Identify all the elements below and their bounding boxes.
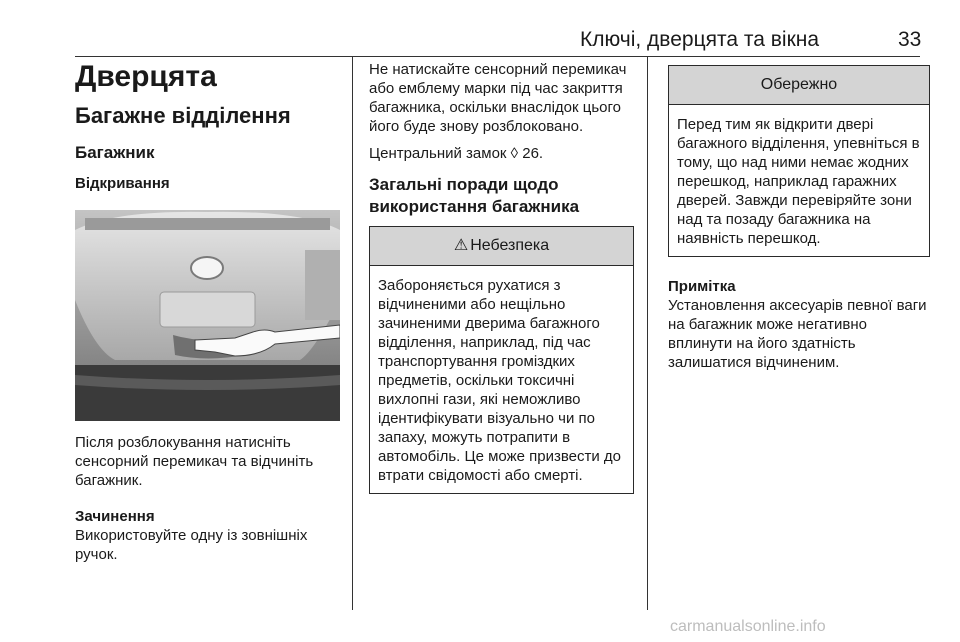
section-subtitle: Багажне відділення	[75, 103, 291, 128]
column-1	[75, 60, 340, 564]
danger-title: Небезпека	[470, 237, 550, 254]
subsection-heading: Відкривання	[75, 175, 170, 192]
tailgate-illustration	[75, 210, 340, 421]
column-2	[369, 60, 634, 494]
section-title: Дверцята	[75, 60, 217, 93]
warning-triangle-icon: ⚠	[453, 237, 469, 254]
danger-text: Забороняється рухатися з відчиненими або нещільно зачиненими дверима багажного відділення, наприклад, під час транспортування громіздких предметів, оскільки токсичні вихлопні гази, які неможливо ідентифікувати візуально чи по запаху, можуть потрапити в автомобіль. Це може призвести до втрати свідомості або смерті.	[378, 277, 622, 484]
page-number: 33	[898, 28, 922, 51]
column-3	[668, 60, 930, 372]
danger-box-header	[370, 227, 633, 266]
watermark: carmanualsonline.info	[670, 618, 826, 635]
tailgate-photo	[75, 210, 340, 421]
column-divider	[352, 57, 353, 610]
open-instruction: Після розблокування натисніть сенсорний перемикач та відчиніть багажник.	[75, 434, 314, 489]
central-lock-crossref: Центральний замок ◊ 26.	[369, 145, 544, 162]
section-heading: Багажник	[75, 143, 155, 162]
page-header-title: Ключі, дверцята та вікна	[580, 28, 820, 51]
caution-text: Перед тим як відкрити двері багажного відділення, упевніться в тому, що над ними немає жодних перешкод, наприклад гаражних дверей. Завжди перевіряйте зони над та позаду багажника на наявність перешкод.	[677, 116, 920, 247]
caution-box-header: Обережно	[669, 66, 929, 105]
danger-box	[369, 226, 634, 494]
caution-box	[668, 65, 930, 257]
column-divider	[647, 57, 648, 610]
general-tips-heading: Загальні поради щодо використання багажника	[369, 175, 580, 216]
note-heading: Примітка	[668, 278, 736, 295]
note-text: Установлення аксесуарів певної ваги на багажник може негативно вплинути на його здатність залишатися відчиненим.	[668, 297, 927, 371]
closing-instruction: Використовуйте одну із зовнішніх ручок.	[75, 527, 308, 563]
closing-heading: Зачинення	[75, 508, 155, 525]
press-warning-paragraph: Не натискайте сенсорний перемикач або емблему марки під час закриття багажника, оскільки внаслідок цього його буде знову розблоковано.	[369, 61, 627, 135]
header-rule	[75, 56, 920, 57]
